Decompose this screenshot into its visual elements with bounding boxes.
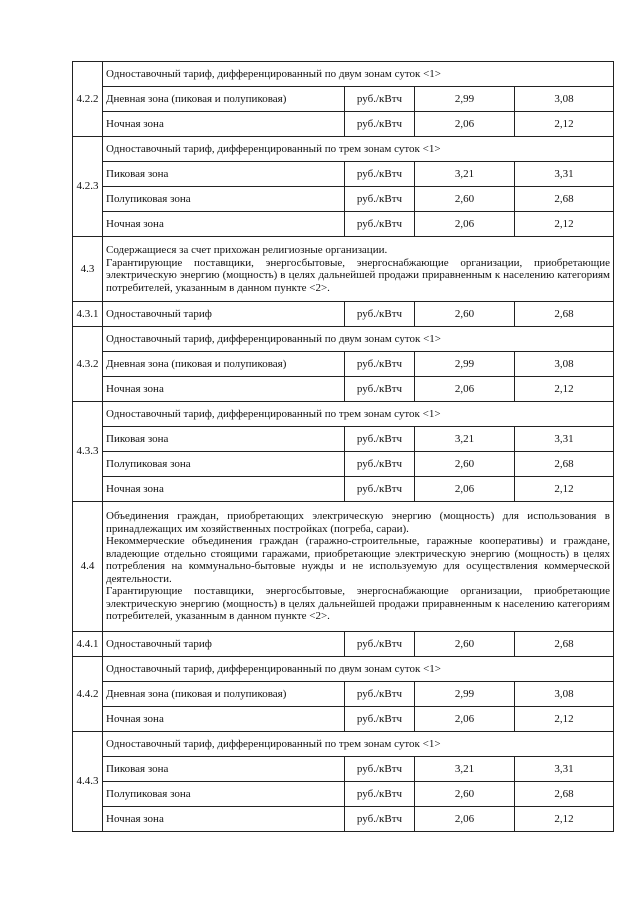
- item-number: 4.4.2: [73, 657, 103, 732]
- consumer-category-row: [73, 502, 614, 632]
- category-paragraph: Некоммерческие объединения граждан (гаражно-строительные, гаражные кооперативы) и граждане, владеющие отдельно стоящими гаражами, приобретающие электрическую энергию (мощность) в целях потребления на коммунально-бытовые нужды и не используемую для осуществления коммерческой деятельности.: [106, 535, 610, 585]
- value-second-half: 3,08: [515, 87, 614, 112]
- tariff-group-header-row: [73, 402, 614, 427]
- value-second-half: 2,68: [515, 632, 614, 657]
- unit-cell: руб./кВтч: [345, 377, 415, 402]
- unit-cell: руб./кВтч: [345, 112, 415, 137]
- zone-name: Полупиковая зона: [103, 782, 345, 807]
- zone-name: Ночная зона: [103, 112, 345, 137]
- single-rate-row: [73, 302, 614, 327]
- value-second-half: 2,12: [515, 377, 614, 402]
- tariff-group-title: Одноставочный тариф, дифференцированный по трем зонам суток <1>: [103, 732, 614, 757]
- tariff-name: Одноставочный тариф: [103, 302, 345, 327]
- value-second-half: 2,68: [515, 782, 614, 807]
- zone-name: Дневная зона (пиковая и полупиковая): [103, 352, 345, 377]
- zone-name: Ночная зона: [103, 377, 345, 402]
- value-first-half: 2,06: [415, 707, 515, 732]
- zone-name: Ночная зона: [103, 212, 345, 237]
- zone-name: Пиковая зона: [103, 162, 345, 187]
- tariff-name: Одноставочный тариф: [103, 632, 345, 657]
- tariff-zone-row: [73, 477, 614, 502]
- value-second-half: 3,31: [515, 162, 614, 187]
- tariff-zone-row: [73, 187, 614, 212]
- value-first-half: 3,21: [415, 757, 515, 782]
- value-first-half: 3,21: [415, 427, 515, 452]
- unit-cell: руб./кВтч: [345, 427, 415, 452]
- value-first-half: 2,60: [415, 302, 515, 327]
- value-second-half: 3,08: [515, 682, 614, 707]
- zone-name: Пиковая зона: [103, 757, 345, 782]
- tariff-zone-row: [73, 427, 614, 452]
- value-second-half: 3,31: [515, 427, 614, 452]
- tariff-zone-row: [73, 682, 614, 707]
- tariff-group-header-row: [73, 62, 614, 87]
- item-number: 4.2.3: [73, 137, 103, 237]
- zone-name: Ночная зона: [103, 477, 345, 502]
- unit-cell: руб./кВтч: [345, 187, 415, 212]
- item-number: 4.2.2: [73, 62, 103, 137]
- tariff-group-title: Одноставочный тариф, дифференцированный по трем зонам суток <1>: [103, 137, 614, 162]
- section-number: 4.4: [73, 502, 103, 632]
- category-paragraph: Объединения граждан, приобретающих электрическую энергию (мощность) для использования в принадлежащих им хозяйственных постройках (погреба, сараи).: [106, 510, 610, 535]
- value-second-half: 2,12: [515, 112, 614, 137]
- tariff-table: [72, 61, 614, 832]
- tariff-group-header-row: [73, 327, 614, 352]
- value-first-half: 2,06: [415, 212, 515, 237]
- unit-cell: руб./кВтч: [345, 682, 415, 707]
- tariff-zone-row: [73, 162, 614, 187]
- zone-name: Пиковая зона: [103, 427, 345, 452]
- item-number: 4.4.1: [73, 632, 103, 657]
- tariff-zone-row: [73, 112, 614, 137]
- value-first-half: 2,06: [415, 477, 515, 502]
- value-first-half: 2,60: [415, 782, 515, 807]
- category-description: [103, 237, 614, 302]
- value-second-half: 2,12: [515, 807, 614, 832]
- zone-name: Дневная зона (пиковая и полупиковая): [103, 682, 345, 707]
- unit-cell: руб./кВтч: [345, 757, 415, 782]
- tariff-group-header-row: [73, 732, 614, 757]
- tariff-zone-row: [73, 782, 614, 807]
- unit-cell: руб./кВтч: [345, 302, 415, 327]
- item-number: 4.4.3: [73, 732, 103, 832]
- value-first-half: 2,60: [415, 187, 515, 212]
- category-description: [103, 502, 614, 632]
- zone-name: Ночная зона: [103, 807, 345, 832]
- value-first-half: 2,99: [415, 87, 515, 112]
- zone-name: Полупиковая зона: [103, 187, 345, 212]
- tariff-zone-row: [73, 807, 614, 832]
- item-number: 4.3.2: [73, 327, 103, 402]
- tariff-zone-row: [73, 757, 614, 782]
- unit-cell: руб./кВтч: [345, 352, 415, 377]
- tariff-group-title: Одноставочный тариф, дифференцированный по двум зонам суток <1>: [103, 62, 614, 87]
- zone-name: Дневная зона (пиковая и полупиковая): [103, 87, 345, 112]
- unit-cell: руб./кВтч: [345, 632, 415, 657]
- value-second-half: 2,12: [515, 477, 614, 502]
- tariff-zone-row: [73, 377, 614, 402]
- zone-name: Полупиковая зона: [103, 452, 345, 477]
- tariff-zone-row: [73, 87, 614, 112]
- value-second-half: 2,12: [515, 212, 614, 237]
- unit-cell: руб./кВтч: [345, 212, 415, 237]
- value-second-half: 2,68: [515, 302, 614, 327]
- zone-name: Ночная зона: [103, 707, 345, 732]
- unit-cell: руб./кВтч: [345, 452, 415, 477]
- category-paragraph: Гарантирующие поставщики, энергосбытовые, энергоснабжающие организации, приобретающие электрическую энергию (мощность) в целях дальнейшей продажи приравненным к населению категориям потребителей, указанным в данном пункте <2>.: [106, 585, 610, 623]
- section-number: 4.3: [73, 237, 103, 302]
- tariff-zone-row: [73, 352, 614, 377]
- unit-cell: руб./кВтч: [345, 87, 415, 112]
- unit-cell: руб./кВтч: [345, 782, 415, 807]
- tariff-group-header-row: [73, 657, 614, 682]
- consumer-category-row: [73, 237, 614, 302]
- single-rate-row: [73, 632, 614, 657]
- tariff-group-title: Одноставочный тариф, дифференцированный по двум зонам суток <1>: [103, 657, 614, 682]
- tariff-zone-row: [73, 452, 614, 477]
- value-first-half: 2,99: [415, 352, 515, 377]
- tariff-table-body: [73, 62, 614, 832]
- value-second-half: 2,12: [515, 707, 614, 732]
- category-paragraph: Гарантирующие поставщики, энергосбытовые, энергоснабжающие организации, приобретающие электрическую энергию (мощность) в целях дальнейшей продажи приравненным к населению категориям потребителей, указанным в данном пункте <2>.: [106, 256, 610, 294]
- value-first-half: 3,21: [415, 162, 515, 187]
- value-first-half: 2,06: [415, 112, 515, 137]
- category-paragraph: Содержащиеся за счет прихожан религиозные организации.: [106, 244, 388, 256]
- value-second-half: 3,08: [515, 352, 614, 377]
- value-first-half: 2,06: [415, 377, 515, 402]
- value-first-half: 2,99: [415, 682, 515, 707]
- tariff-zone-row: [73, 707, 614, 732]
- unit-cell: руб./кВтч: [345, 707, 415, 732]
- tariff-group-header-row: [73, 137, 614, 162]
- tariff-group-title: Одноставочный тариф, дифференцированный по двум зонам суток <1>: [103, 327, 614, 352]
- item-number: 4.3.3: [73, 402, 103, 502]
- value-second-half: 2,68: [515, 452, 614, 477]
- tariff-zone-row: [73, 212, 614, 237]
- tariff-group-title: Одноставочный тариф, дифференцированный по трем зонам суток <1>: [103, 402, 614, 427]
- value-second-half: 2,68: [515, 187, 614, 212]
- value-first-half: 2,06: [415, 807, 515, 832]
- unit-cell: руб./кВтч: [345, 162, 415, 187]
- unit-cell: руб./кВтч: [345, 477, 415, 502]
- value-first-half: 2,60: [415, 452, 515, 477]
- unit-cell: руб./кВтч: [345, 807, 415, 832]
- value-first-half: 2,60: [415, 632, 515, 657]
- item-number: 4.3.1: [73, 302, 103, 327]
- value-second-half: 3,31: [515, 757, 614, 782]
